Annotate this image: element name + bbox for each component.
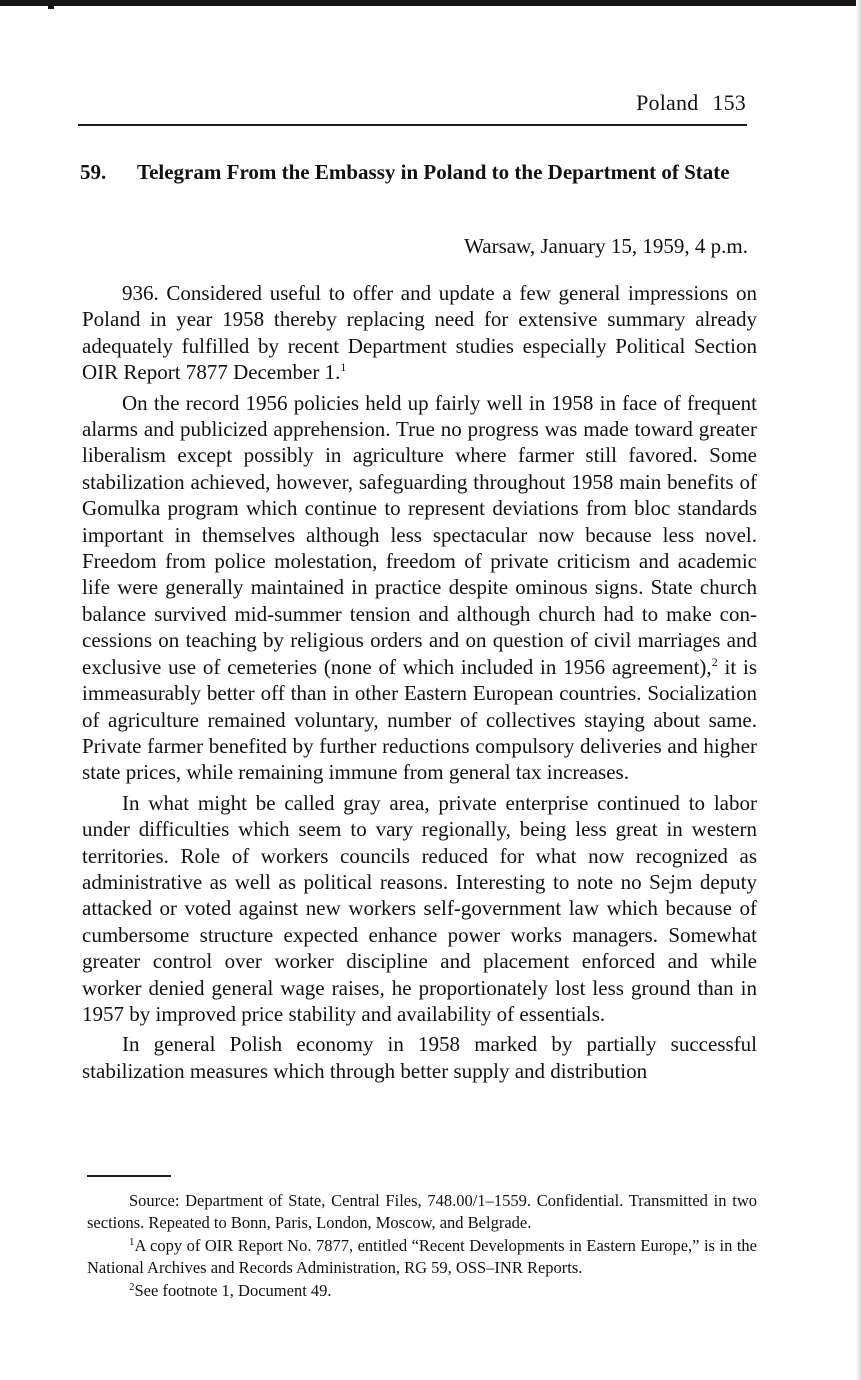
paragraph-1	[82, 280, 757, 386]
scan-top-border	[0, 0, 861, 6]
footnote-2	[87, 1280, 757, 1302]
scan-right-edge	[856, 0, 861, 1380]
paragraph-2-text-b: it is immeasurably better off than in other Eastern European countries. Socialization of agriculture remained voluntary, number of collectives staying about same. Private farmer benefited by further reductions compulsory deliveries and higher state prices, while remaining immune from general tax increases.	[82, 654, 757, 785]
paragraph-3: In what might be called gray area, private enterprise continued to labor under difficulties which seem to vary regionally, being less great in western territories. Role of workers councils reduced for what now recognized as administrative as well as political reasons. Interesting to note no Sejm deputy attacked or voted against new workers self-government law which because of cumbersome structure expected enhance power works managers. Somewhat greater control over worker discipline and placement enforced and while worker denied general wage raises, he proportionately lost less ground than in 1957 by improved price stability and availability of essentials.	[82, 790, 757, 1026]
source-note: Source: Department of State, Central Files, 748.00/1–1559. Confidential. Transmitted in two sections. Repeated to Bonn, Paris, London, Moscow, and Belgrade.	[87, 1191, 757, 1232]
document-number: 59.	[80, 160, 107, 184]
footnote-1-text: A copy of OIR Report No. 7877, entitled “Recent Developments in Eastern Europe,” is in the National Archives and Records Administration, RG 59, OSS–INR Reports.	[87, 1236, 757, 1277]
footnote-2-mark: 2	[129, 1281, 135, 1293]
footnote-ref-2: 2	[711, 654, 718, 669]
footnote-rule	[87, 1175, 171, 1177]
footnote-2-text: See footnote 1, Document 49.	[134, 1281, 332, 1300]
paragraph-4: In general Polish economy in 1958 marked by partially successful stabilization measures which through better supply and distribution	[82, 1032, 757, 1083]
dateline: Warsaw, January 15, 1959, 4 p.m.	[464, 234, 748, 258]
telegram-body	[82, 280, 757, 1088]
paragraph-2	[82, 390, 757, 786]
paragraph-1-text: 936. Considered useful to offer and update a few general impressions on Poland in year 1958 thereby replacing need for extensive summary already adequately fulfilled by recent Department studies especially Political Section OIR Report 7877 December 1.	[82, 281, 757, 385]
running-title: Poland	[636, 90, 699, 115]
paragraph-2-text-a: On the record 1956 policies held up fairly well in 1958 in face of frequent alarms and publicized apprehension. True no progress was made toward greater liberalism except possibly in agriculture where farmer still favored. Some stabilization achieved, however, safeguarding throughout 1958 main benefits of Gomulka program which continue to represent deviations from bloc standards important in themselves although less spectacular now because less novel. Freedom from police molestation, freedom of private criticism and academic life were generally maintained in practice despite ominous signs. State church balance survived mid-summer tension and although church had to make concessions on teaching by religious orders and on question of civil marriages and exclusive use of cemeteries (none of which included in 1956 agreement),	[82, 390, 757, 679]
footnote-1-mark: 1	[129, 1236, 135, 1248]
document-title: Telegram From the Embassy in Poland to the Department of State	[137, 160, 730, 184]
scan-top-notch	[48, 0, 54, 9]
running-header	[78, 90, 746, 116]
page-number: 153	[712, 90, 746, 115]
header-rule	[78, 124, 747, 126]
footnotes	[87, 1190, 757, 1304]
footnote-1	[87, 1235, 757, 1278]
footnote-ref-1: 1	[340, 360, 347, 375]
